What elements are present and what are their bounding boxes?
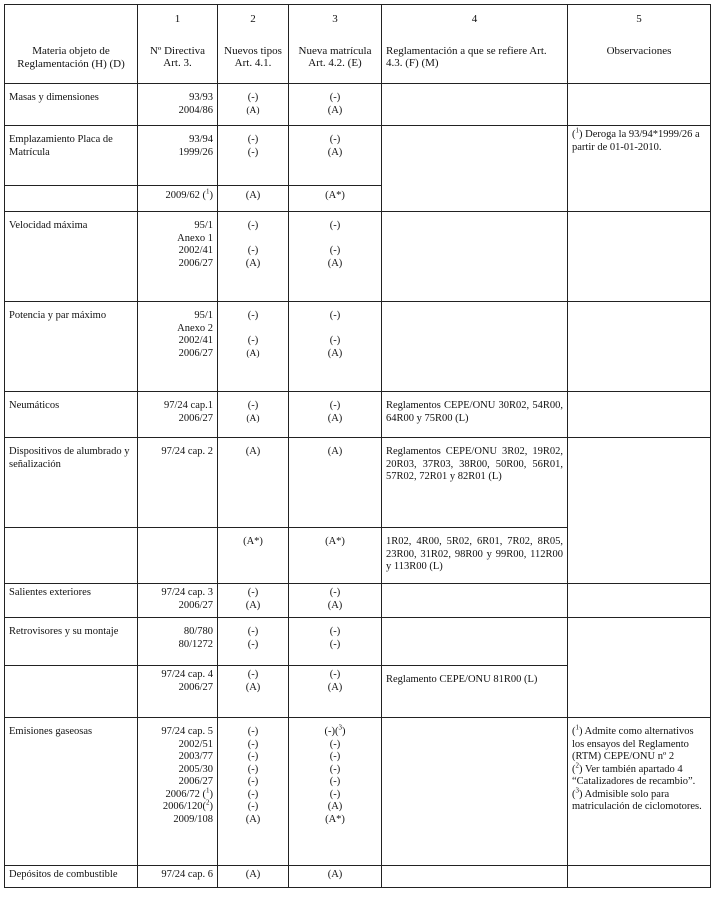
matricula-cell <box>289 212 382 302</box>
matricula-value: (A*) <box>325 813 345 825</box>
reglamentacion-cell <box>382 718 568 866</box>
materia-cell-empty <box>5 186 138 212</box>
matricula-value: (-) <box>329 335 341 346</box>
table-row-neumaticos <box>5 392 711 438</box>
table-row-emisiones <box>5 718 711 866</box>
matricula-value: (-) <box>329 638 341 650</box>
directiva-cell <box>138 666 218 718</box>
matricula-value: (-) <box>329 92 341 103</box>
directiva-value: 97/24 cap.1 <box>164 400 213 411</box>
reglamentacion-cell <box>382 866 568 888</box>
footnote-ref: 3 <box>338 723 342 732</box>
header-col1 <box>138 5 218 84</box>
matricula-value: (-) <box>329 400 341 411</box>
observacion-note: ($^3$) Admisible solo para matriculación de ciclomotores. <box>572 786 702 812</box>
table-row-velocidad <box>5 212 711 302</box>
directiva-value: 1999/26 <box>178 146 213 158</box>
matricula-cell: (A) <box>289 866 382 888</box>
matricula-value: (-) <box>329 751 341 762</box>
directiva-value: 80/780 <box>183 626 213 637</box>
nuevos-value: (-) <box>247 801 259 812</box>
directiva-cell-empty <box>138 528 218 584</box>
matricula-value: (A) <box>327 104 343 116</box>
nuevos-cell: (A*) <box>218 528 289 584</box>
directiva-value: Anexo 1 <box>177 232 213 244</box>
header-col1-line1: Nº Directiva <box>149 44 206 57</box>
observaciones-text: Deroga la 93/94*1999/26 a partir de 01-01-2010. <box>572 129 700 153</box>
observaciones-cell <box>568 584 711 618</box>
matricula-value: (A) <box>327 599 343 611</box>
materia-cell: Salientes exteriores <box>5 584 138 618</box>
directiva-cell <box>138 302 218 392</box>
matricula-cell <box>289 618 382 666</box>
nuevos-cell <box>218 718 289 866</box>
nuevos-cell: (A) <box>218 186 289 212</box>
reglamentacion-cell: Reglamentos CEPE/ONU 30R02, 54R00, 64R00 y 75R00 (L) <box>382 392 568 438</box>
directiva-value: 97/24 cap. 3 <box>161 587 213 598</box>
table-row-potencia <box>5 302 711 392</box>
nuevos-cell <box>218 392 289 438</box>
directiva-cell: 97/24 cap. 2 <box>138 438 218 528</box>
reglamentacion-cell: Reglamento CEPE/ONU 81R00 (L) <box>382 666 568 718</box>
table-row-alumbrado <box>5 438 711 528</box>
header-row <box>5 5 711 84</box>
directiva-cell <box>138 212 218 302</box>
nuevos-value: (-) <box>247 245 259 256</box>
materia-cell: Emisiones gaseosas <box>5 718 138 866</box>
header-num-1: 1 <box>174 13 181 25</box>
matricula-cell <box>289 666 382 718</box>
observacion-note: ($^2$) Ver también apartado 4 “Catalizadores de recambio”. <box>572 761 696 787</box>
materia-cell-empty <box>5 666 138 718</box>
observaciones-cell <box>568 718 711 866</box>
directiva-cell <box>138 392 218 438</box>
header-col4-line1: Reglamentación a que se refiere Art. <box>386 44 547 57</box>
header-col0 <box>5 5 138 84</box>
nuevos-value: (-) <box>247 310 259 321</box>
nuevos-cell <box>218 212 289 302</box>
header-col5 <box>568 5 711 84</box>
nuevos-cell <box>218 618 289 666</box>
observaciones-cell <box>568 618 711 718</box>
directiva-value: 2003/77 <box>178 751 213 762</box>
footnote-ref: 1 <box>206 187 210 196</box>
matricula-value: (-) <box>324 726 335 737</box>
matricula-value: (-) <box>329 587 341 598</box>
observaciones-cell <box>568 212 711 302</box>
matricula-value: (-) <box>329 245 341 256</box>
header-col4-line2: 4.3. (F) (M) <box>386 57 439 69</box>
nuevos-value: (-) <box>247 738 259 750</box>
matricula-value: (-) <box>329 669 341 680</box>
nuevos-value: (-) <box>247 146 259 158</box>
nuevos-value: (-) <box>247 626 259 637</box>
header-col5-line1: Observaciones <box>606 44 672 57</box>
table-row-placa <box>5 126 711 186</box>
reglamentacion-cell <box>382 618 568 666</box>
nuevos-value: (A) <box>246 105 260 116</box>
table-row-salientes <box>5 584 711 618</box>
footnote-ref: 2 <box>206 798 210 807</box>
header-col3 <box>289 5 382 84</box>
nuevos-value: (A) <box>246 348 260 359</box>
nuevos-cell <box>218 666 289 718</box>
nuevos-value: (A) <box>245 681 261 693</box>
nuevos-value: (-) <box>247 134 259 145</box>
materia-cell: Velocidad máxima <box>5 212 138 302</box>
header-col4 <box>382 5 568 84</box>
nuevos-value: (-) <box>247 587 259 598</box>
directiva-cell: 2009/62 ($^1$) <box>138 186 218 212</box>
materia-cell: Masas y dimensiones <box>5 84 138 126</box>
nuevos-value: (-) <box>247 638 259 650</box>
header-num-5: 5 <box>636 13 642 25</box>
header-col3-line1: Nueva matrícula <box>298 44 372 57</box>
nuevos-value: (A) <box>245 257 261 269</box>
matricula-value: (-) <box>329 788 341 800</box>
directiva-cell <box>138 618 218 666</box>
footnote-ref: 1 <box>575 126 579 135</box>
matricula-value: (A) <box>327 681 343 693</box>
nuevos-value: (A) <box>246 413 260 424</box>
header-col1-line2: Art. 3. <box>163 57 192 69</box>
header-col3-line2: Art. 4.2. (E) <box>308 57 362 69</box>
directiva-value: 2006/120 <box>162 801 203 812</box>
nuevos-cell <box>218 84 289 126</box>
footnote-ref: 1 <box>575 723 579 732</box>
directiva-value: 2006/27 <box>178 347 213 359</box>
materia-cell: Depósitos de combustible <box>5 866 138 888</box>
directiva-value: 80/1272 <box>178 638 213 650</box>
observaciones-cell <box>568 438 711 584</box>
directiva-value: 2004/86 <box>178 104 213 116</box>
directiva-value: 2006/27 <box>178 257 213 269</box>
observacion-text: Admisible solo para matriculación de ciclomotores. <box>572 788 702 812</box>
nuevos-value: (-) <box>247 669 259 680</box>
matricula-value: (-) <box>329 738 341 750</box>
header-num-3: 3 <box>332 13 338 25</box>
nuevos-value: (-) <box>247 788 259 800</box>
materia-cell-empty <box>5 528 138 584</box>
matricula-value: (-) <box>329 220 341 231</box>
directiva-value: 2006/27 <box>178 412 213 424</box>
matricula-cell <box>289 302 382 392</box>
nuevos-value: (A) <box>245 599 261 611</box>
matricula-cell <box>289 392 382 438</box>
matricula-value: (A) <box>327 257 343 269</box>
table-row-masas <box>5 84 711 126</box>
nuevos-value: (-) <box>247 335 259 346</box>
reglamentacion-cell <box>382 126 568 212</box>
table-row-retrovisores <box>5 618 711 666</box>
directiva-value: 2002/41 <box>178 245 213 256</box>
reglamentacion-cell <box>382 302 568 392</box>
directiva-cell <box>138 126 218 186</box>
observacion-text: Ver también apartado 4 “Catalizadores de recambio”. <box>572 763 696 787</box>
nuevos-value: (-) <box>247 751 259 762</box>
footnote-ref: 3 <box>575 786 579 794</box>
matricula-value: (A) <box>327 412 343 424</box>
directiva-value: 95/1 <box>194 220 213 231</box>
table-row-depositos <box>5 866 711 888</box>
directiva-value: Anexo 2 <box>177 322 213 334</box>
nuevos-cell <box>218 126 289 186</box>
observacion-note: ($^1$) Admite como alternativos los ensayos del Reglamento (RTM) CEPE/ONU nº 2 <box>572 723 694 762</box>
matricula-cell: (A*) <box>289 186 382 212</box>
matricula-cell <box>289 126 382 186</box>
directiva-value: 2005/30 <box>178 763 213 775</box>
footnote-ref: 2 <box>575 761 579 769</box>
directiva-value: 2006/72 <box>165 788 200 800</box>
materia-cell: Neumáticos <box>5 392 138 438</box>
directiva-value: 97/24 cap. 4 <box>161 669 213 680</box>
matricula-value: (A) <box>327 801 343 812</box>
directiva-value: 2006/27 <box>178 776 213 787</box>
header-col0-line1: Materia objeto de <box>32 45 110 57</box>
observaciones-cell <box>568 866 711 888</box>
observaciones-cell <box>568 302 711 392</box>
materia-cell: Emplazamiento Placa de Matrícula <box>5 126 138 186</box>
directiva-value: 97/24 cap. 5 <box>161 726 213 737</box>
nuevos-value: (-) <box>247 400 259 411</box>
reglamentacion-cell <box>382 84 568 126</box>
observaciones-cell <box>568 392 711 438</box>
header-col2-line1: Nuevos tipos <box>224 44 282 57</box>
nuevos-value: (-) <box>247 763 259 775</box>
nuevos-value: (A) <box>245 813 261 825</box>
header-col0-line2: Reglamentación (H) (D) <box>17 57 125 70</box>
matricula-value: (-) <box>329 626 341 637</box>
reglamentacion-cell <box>382 212 568 302</box>
observaciones-cell: ($^1$) Deroga la 93/94*1999/26 a partir de 01-01-2010. <box>568 126 711 212</box>
directiva-cell <box>138 84 218 126</box>
matricula-cell: (A*) <box>289 528 382 584</box>
directiva-cell <box>138 584 218 618</box>
directiva-value: 2002/51 <box>178 738 213 750</box>
directiva-value: 93/94 <box>189 134 213 145</box>
directiva-value: 2009/62 <box>165 190 200 201</box>
observacion-text: Admite como alternativos los ensayos del Reglamento (RTM) CEPE/ONU nº 2 <box>572 726 694 762</box>
reglamentacion-cell: Reglamentos CEPE/ONU 3R02, 19R02, 20R03, 37R03, 38R00, 50R00, 56R01, 57R02, 72R01 y 82R01 (L) <box>382 438 568 528</box>
directiva-value: 93/93 <box>189 92 213 103</box>
nuevos-value: (-) <box>247 220 259 231</box>
nuevos-cell: (A) <box>218 866 289 888</box>
directiva-cell: 97/24 cap. 6 <box>138 866 218 888</box>
header-num-2: 2 <box>250 13 256 25</box>
reglamentacion-cell <box>382 584 568 618</box>
header-col2-line2: Art. 4.1. <box>234 57 272 69</box>
nuevos-cell <box>218 584 289 618</box>
observaciones-cell <box>568 84 711 126</box>
reglamentacion-cell: 1R02, 4R00, 5R02, 6R01, 7R02, 8R05, 23R00, 31R02, 98R00 y 99R00, 112R00 y 113R00 (L) <box>382 528 568 584</box>
nuevos-cell: (A) <box>218 438 289 528</box>
nuevos-value: (-) <box>247 92 259 103</box>
directiva-value: 2006/27 <box>178 599 213 611</box>
matricula-cell <box>289 584 382 618</box>
materia-cell: Dispositivos de alumbrado y señalización <box>5 438 138 528</box>
materia-cell: Retrovisores y su montaje <box>5 618 138 666</box>
nuevos-cell <box>218 302 289 392</box>
directiva-value: 2009/108 <box>173 813 213 825</box>
header-col2 <box>218 5 289 84</box>
matricula-value: (A) <box>327 347 343 359</box>
header-num-4: 4 <box>471 13 478 25</box>
matricula-value: (-) <box>329 134 341 145</box>
matricula-value: (-) <box>329 763 341 775</box>
directiva-value: 2006/27 <box>178 681 213 693</box>
matricula-cell: (-)($^3$) (-) (-) (-) (-) (-) (A) (A*) <box>289 718 382 866</box>
matricula-cell: (A) <box>289 438 382 528</box>
nuevos-value: (-) <box>247 776 259 787</box>
matricula-value: (-) <box>329 776 341 787</box>
directiva-value: 2002/41 <box>178 335 213 346</box>
materia-cell: Potencia y par máximo <box>5 302 138 392</box>
directiva-cell: 97/24 cap. 5 2002/51 2003/77 2005/30 2006/27 2006/72 ($^1$) 2006/120($^2$) 2009/108 <box>138 718 218 866</box>
matricula-cell <box>289 84 382 126</box>
matricula-value: (-) <box>329 310 341 321</box>
regulation-table <box>4 4 711 888</box>
directiva-value: 95/1 <box>194 310 213 321</box>
nuevos-value: (-) <box>247 726 259 737</box>
matricula-value: (A) <box>327 146 343 158</box>
footnote-ref: 1 <box>206 786 210 794</box>
